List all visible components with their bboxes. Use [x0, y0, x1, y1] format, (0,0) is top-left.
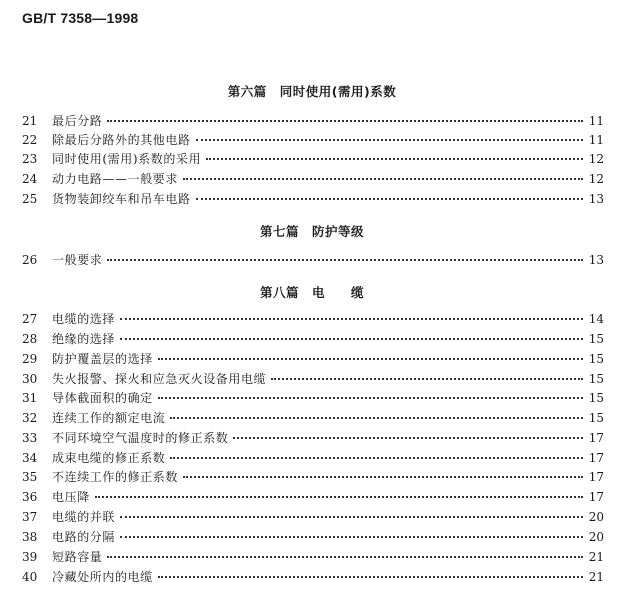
- toc-entry: [22, 371, 604, 387]
- entry-title: 不同环境空气温度时的修正系数: [52, 431, 229, 445]
- entry-page: 12: [588, 152, 604, 166]
- entry-page: 13: [588, 192, 604, 206]
- entry-title: 导体截面积的确定: [52, 391, 153, 405]
- entry-number: 28: [22, 332, 38, 346]
- entry-page: 15: [588, 352, 604, 366]
- entry-title: 绝缘的选择: [52, 332, 116, 346]
- dot-leader: [120, 515, 583, 518]
- entry-title: 不连续工作的修正系数: [52, 470, 179, 484]
- entry-title: 连续工作的额定电流: [52, 411, 166, 425]
- entry-title: 同时使用(需用)系数的采用: [52, 152, 202, 166]
- entry-page: 17: [588, 490, 604, 504]
- toc-entry: [22, 132, 604, 148]
- entry-page: 21: [588, 570, 604, 584]
- toc-entry: [22, 331, 604, 347]
- toc-entry: [22, 450, 604, 466]
- dot-leader: [183, 475, 583, 478]
- entry-page: 13: [588, 253, 604, 267]
- toc-entry: [22, 191, 604, 207]
- entry-title: 动力电路——一般要求: [52, 172, 179, 186]
- toc-entry: [22, 529, 604, 545]
- dot-leader: [196, 138, 583, 141]
- entry-title: 电压降: [52, 490, 90, 504]
- toc-entry: [22, 549, 604, 565]
- dot-leader: [95, 495, 583, 498]
- entry-number: 39: [22, 550, 38, 564]
- toc-entry: [22, 569, 604, 585]
- entry-number: 30: [22, 372, 38, 386]
- entry-number: 27: [22, 312, 38, 326]
- entry-page: 11: [588, 133, 604, 147]
- entry-title: 电路的分隔: [52, 530, 116, 544]
- dot-leader: [120, 317, 583, 320]
- entry-number: 37: [22, 510, 38, 524]
- dot-leader: [206, 157, 583, 160]
- entry-number: 33: [22, 431, 38, 445]
- toc-entry: [22, 252, 604, 268]
- entry-page: 12: [588, 172, 604, 186]
- toc-entry: [22, 311, 604, 327]
- section-title-7: 第七篇 防护等级: [259, 224, 364, 239]
- entry-page: 15: [588, 391, 604, 405]
- toc-entry: [22, 410, 604, 426]
- dot-leader: [170, 416, 583, 419]
- entry-page: 20: [588, 530, 604, 544]
- entry-number: 24: [22, 172, 38, 186]
- entry-page: 17: [588, 451, 604, 465]
- entry-page: 15: [588, 411, 604, 425]
- toc-entry: [22, 113, 604, 129]
- toc-entry: [22, 351, 604, 367]
- entry-number: 40: [22, 570, 38, 584]
- dot-leader: [120, 337, 583, 340]
- entry-page: 21: [588, 550, 604, 564]
- dot-leader: [120, 535, 583, 538]
- toc-entry: [22, 151, 604, 167]
- section-title-8: 第八篇 电 缆: [259, 285, 364, 300]
- entry-number: 32: [22, 411, 38, 425]
- entry-number: 34: [22, 451, 38, 465]
- entry-title: 最后分路: [52, 114, 103, 128]
- dot-leader: [158, 575, 583, 578]
- entry-title: 失火报警、探火和应急灭火设备用电缆: [52, 372, 267, 386]
- entry-number: 23: [22, 152, 38, 166]
- entry-number: 21: [22, 114, 38, 128]
- toc-entry: [22, 390, 604, 406]
- section-title-6: 第六篇 同时使用(需用)系数: [227, 84, 397, 99]
- dot-leader: [158, 396, 583, 399]
- entry-number: 25: [22, 192, 38, 206]
- dot-leader: [107, 555, 583, 558]
- entry-page: 14: [588, 312, 604, 326]
- dot-leader: [158, 357, 583, 360]
- standard-code: GB/T 7358—1998: [22, 10, 139, 26]
- entry-title: 冷藏处所内的电缆: [52, 570, 153, 584]
- toc-entry: [22, 469, 604, 485]
- dot-leader: [170, 456, 583, 459]
- entry-title: 货物装卸绞车和吊车电路: [52, 192, 191, 206]
- entry-title: 电缆的选择: [52, 312, 116, 326]
- entry-number: 36: [22, 490, 38, 504]
- toc-entry: [22, 430, 604, 446]
- entry-page: 17: [588, 470, 604, 484]
- entry-title: 成束电缆的修正系数: [52, 451, 166, 465]
- toc-entry: [22, 171, 604, 187]
- dot-leader: [233, 436, 583, 439]
- entry-number: 29: [22, 352, 38, 366]
- dot-leader: [196, 197, 583, 200]
- entry-number: 38: [22, 530, 38, 544]
- entry-number: 31: [22, 391, 38, 405]
- dot-leader: [271, 377, 583, 380]
- entry-number: 26: [22, 253, 38, 267]
- entry-page: 15: [588, 332, 604, 346]
- dot-leader: [107, 258, 583, 261]
- entry-title: 防护覆盖层的选择: [52, 352, 153, 366]
- entry-page: 15: [588, 372, 604, 386]
- entry-title: 一般要求: [52, 253, 103, 267]
- dot-leader: [107, 119, 583, 122]
- dot-leader: [183, 177, 583, 180]
- entry-title: 短路容量: [52, 550, 103, 564]
- toc-entry: [22, 489, 604, 505]
- entry-page: 11: [588, 114, 604, 128]
- entry-number: 22: [22, 133, 38, 147]
- entry-title: 除最后分路外的其他电路: [52, 133, 191, 147]
- entry-title: 电缆的并联: [52, 510, 116, 524]
- toc-entry: [22, 509, 604, 525]
- entry-page: 20: [588, 510, 604, 524]
- entry-page: 17: [588, 431, 604, 445]
- entry-number: 35: [22, 470, 38, 484]
